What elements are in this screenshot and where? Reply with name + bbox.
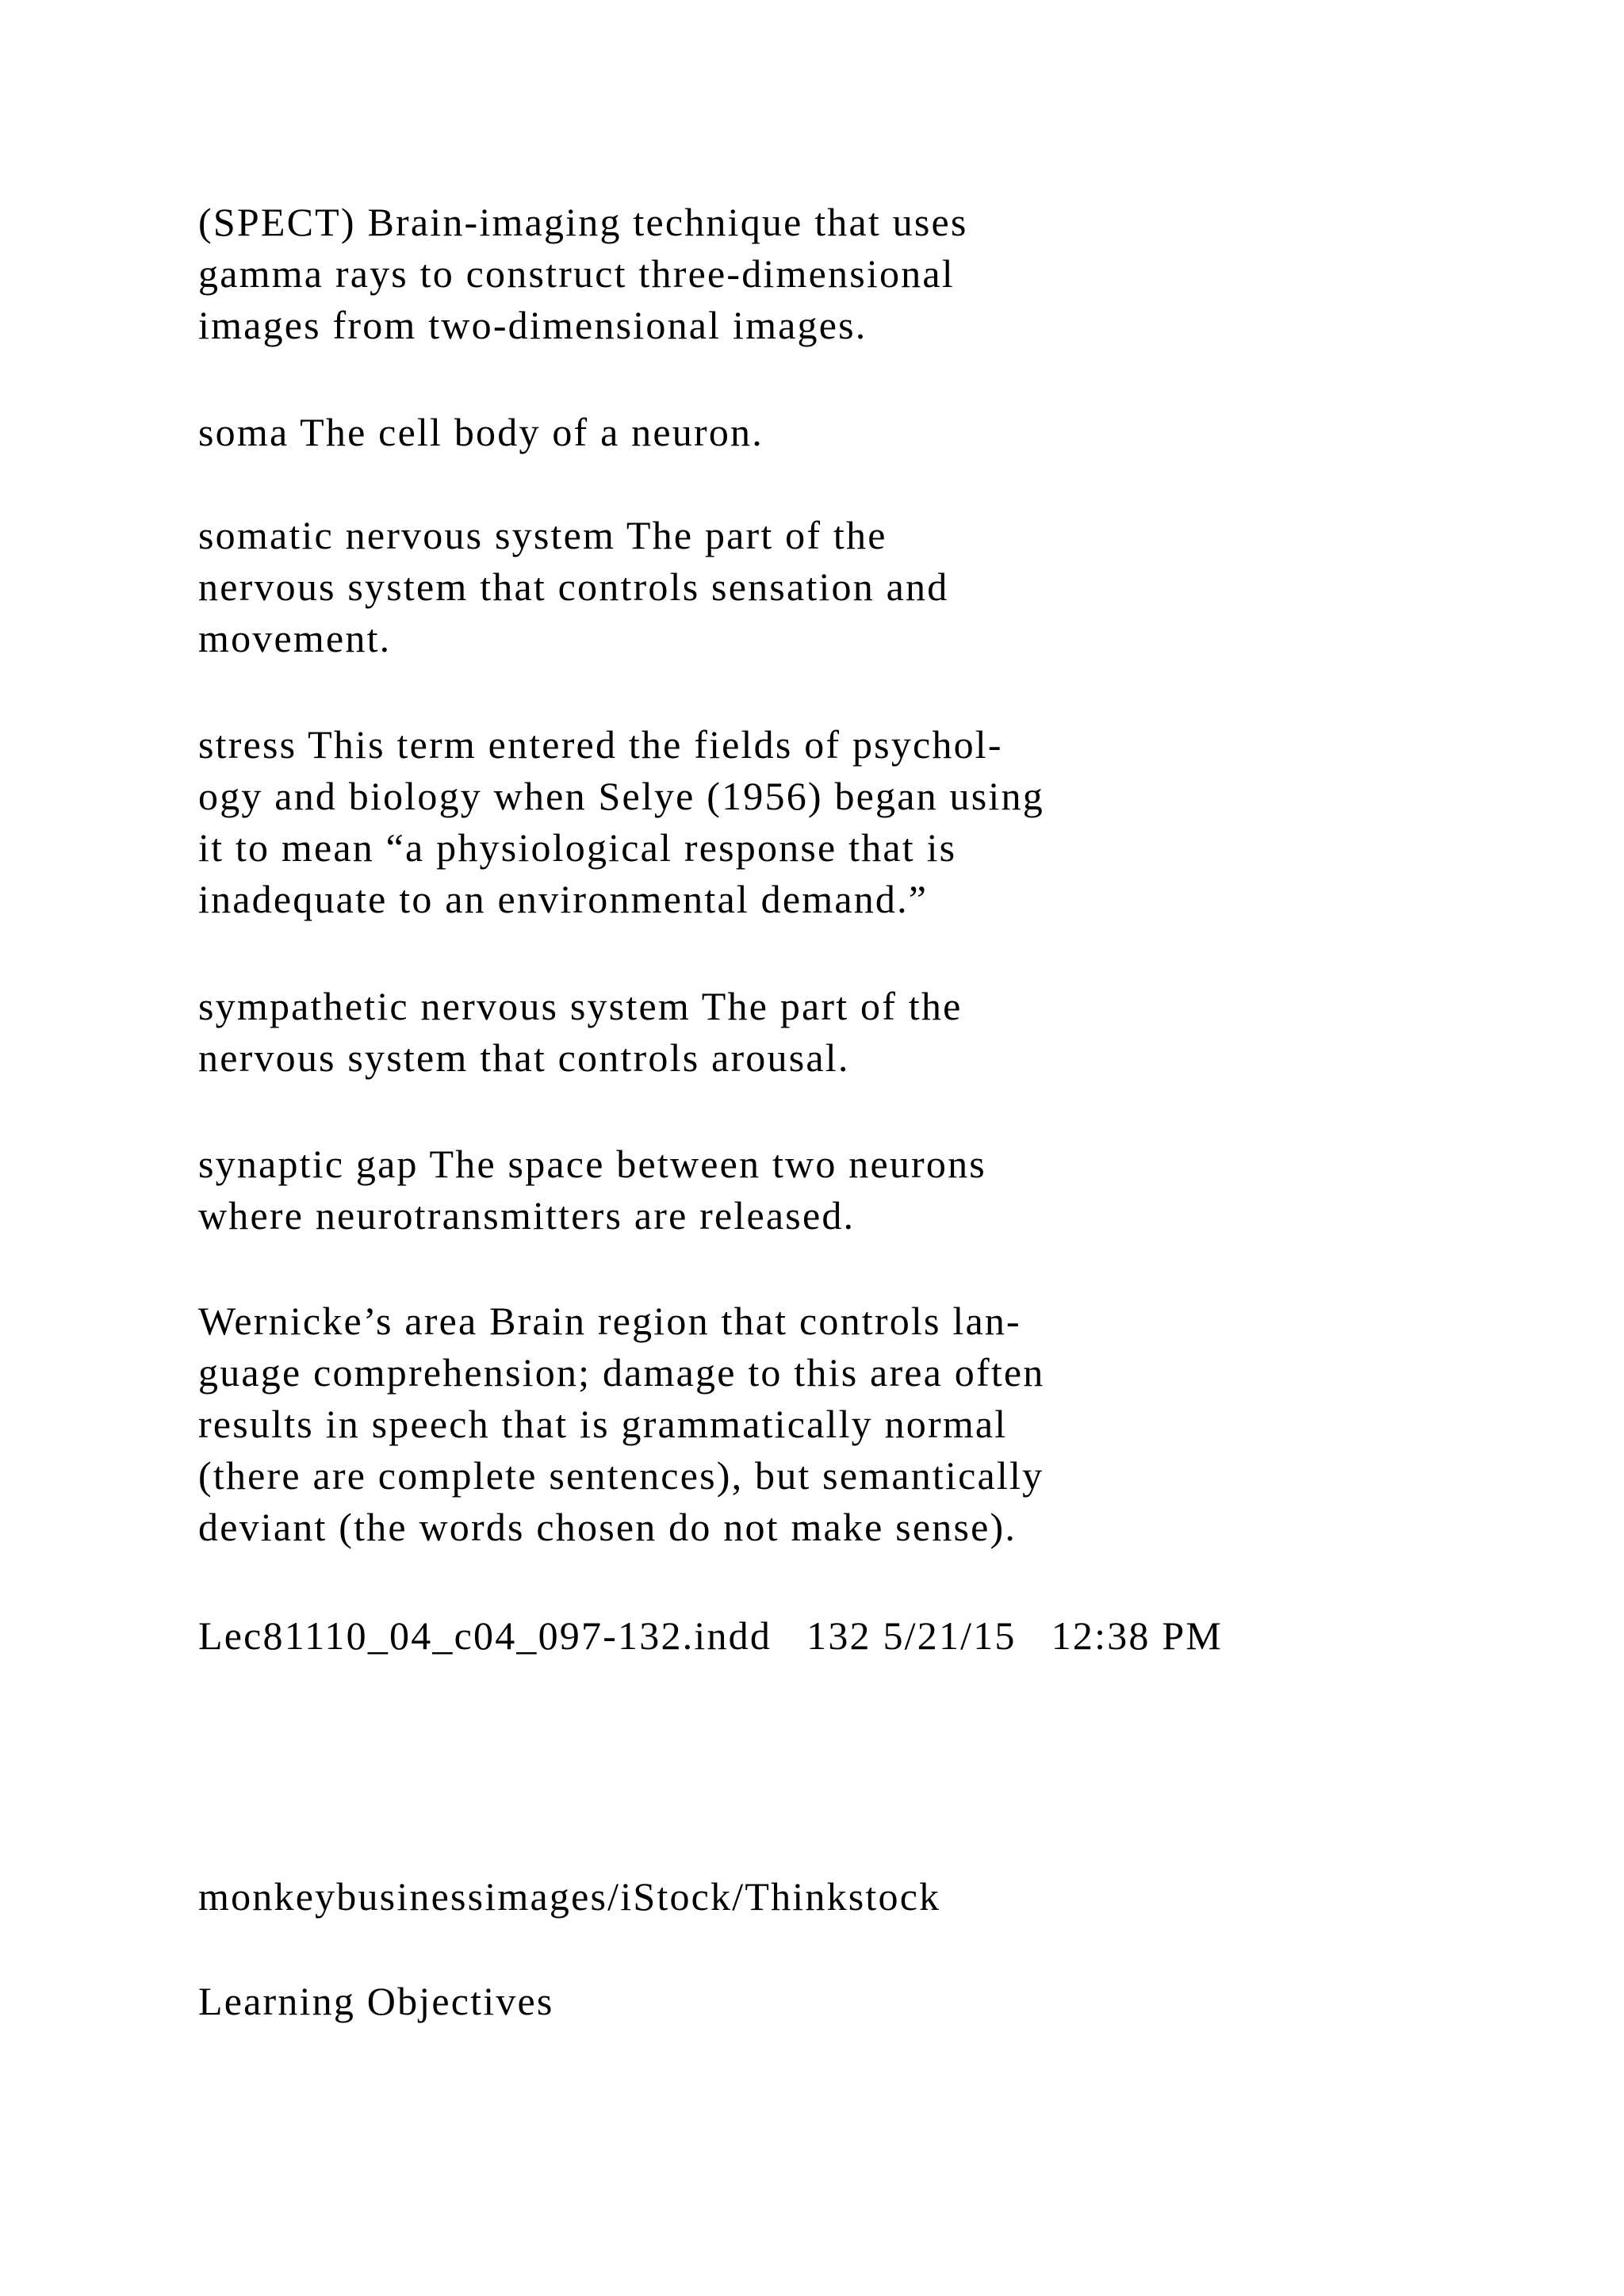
- glossary-entry-somatic-nervous-system: [198, 510, 1483, 664]
- text-line: nervous system that controls sensation and: [198, 564, 949, 609]
- text-line: ogy and biology when Selye (1956) began using: [198, 774, 1044, 818]
- glossary-entry-wernickes-area: [198, 1295, 1483, 1553]
- slug-line: [198, 1610, 1483, 1662]
- glossary-entry-sympathetic-nervous-system: [198, 981, 1483, 1084]
- text-line: it to mean “a physiological response that is: [198, 825, 957, 870]
- text-line: (there are complete sentences), but semantically: [198, 1453, 1044, 1498]
- text-line: nervous system that controls arousal.: [198, 1035, 850, 1080]
- photo-credit: [198, 1871, 1483, 1923]
- photo-credit-text: monkeybusinessimages/iStock/Thinkstock: [198, 1874, 941, 1919]
- text-line: images from two-dimensional images.: [198, 303, 868, 347]
- section-heading: [198, 1976, 1483, 2027]
- text-line: stress This term entered the fields of psychol-: [198, 722, 1003, 767]
- text-line: movement.: [198, 616, 392, 660]
- text-line: sympathetic nervous system The part of the: [198, 984, 963, 1028]
- text-line: Wernicke’s area Brain region that controls lan-: [198, 1299, 1021, 1343]
- text-line: gamma rays to construct three-dimensional: [198, 251, 955, 296]
- text-line: where neurotransmitters are released.: [198, 1193, 856, 1238]
- text-line: inadequate to an environmental demand.”: [198, 877, 929, 921]
- text-line: (SPECT) Brain-imaging technique that uses: [198, 200, 968, 244]
- text-line: synaptic gap The space between two neurons: [198, 1142, 986, 1186]
- text-line: guage comprehension; damage to this area often: [198, 1350, 1045, 1395]
- text-line: deviant (the words chosen do not make sense).: [198, 1505, 1017, 1549]
- section-heading-text: Learning Objectives: [198, 1979, 554, 2023]
- glossary-entry-stress: [198, 719, 1483, 925]
- glossary-entry-synaptic-gap: [198, 1138, 1483, 1242]
- glossary-entry-soma: [198, 407, 1483, 458]
- glossary-entry-spect: [198, 197, 1483, 351]
- slug-text: Lec81110_04_c04_097-132.indd 132 5/21/15 12:38 PM: [198, 1613, 1223, 1658]
- text-line: somatic nervous system The part of the: [198, 513, 887, 557]
- text-line: soma The cell body of a neuron.: [198, 410, 764, 454]
- text-line: results in speech that is grammatically normal: [198, 1402, 1008, 1446]
